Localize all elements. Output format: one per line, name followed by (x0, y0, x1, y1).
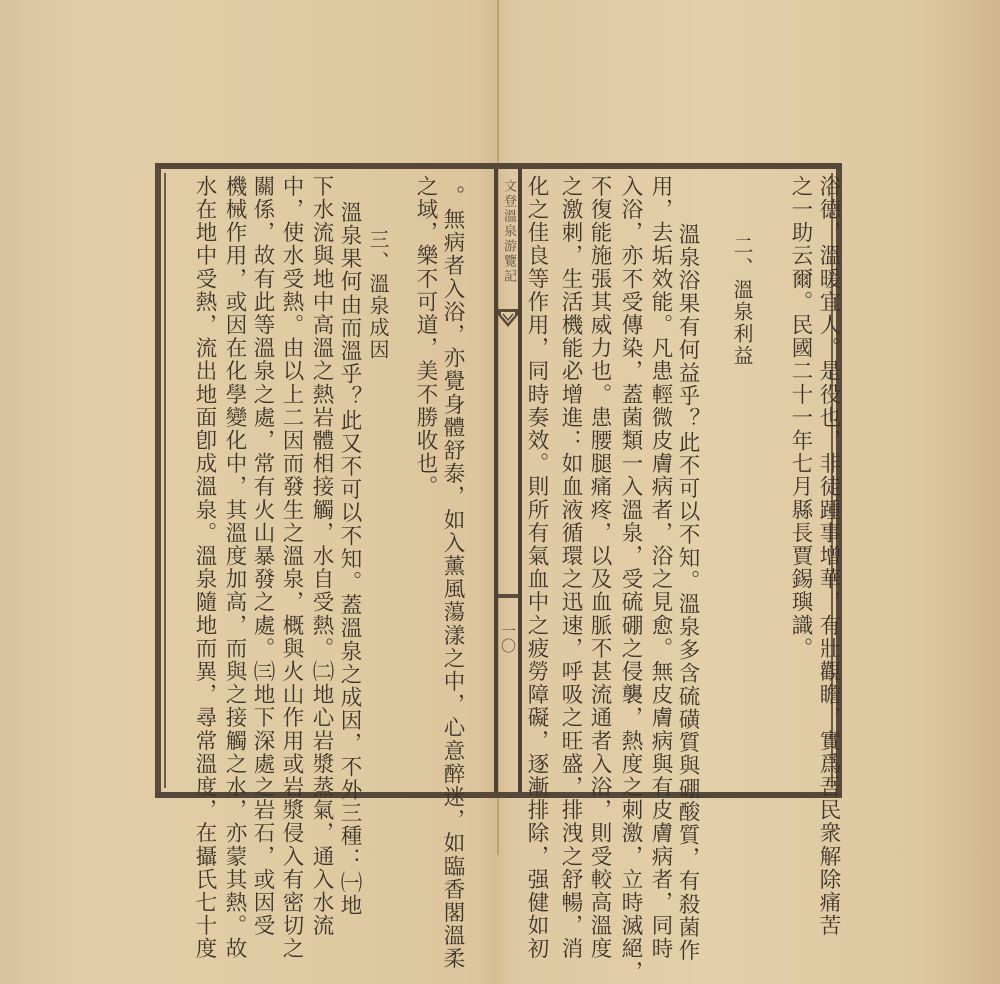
text-column: 入浴，亦不受傳染，蓋菌類一入溫泉，受硫硼之侵襲，熱度之刺激，立時滅絕， (618, 175, 643, 984)
text-column: 關係，故有此等溫泉之處，常有火山暴發之處。㈢地下深處之岩石，或因受 (250, 175, 275, 938)
section-heading: 二、溫泉利益 (730, 235, 754, 367)
text-column: 之一助云爾。民國二十一年七月縣長賈錫璵識。 (788, 175, 813, 661)
text-column: 之激刺，生活機能必增進：如血液循環之迅速，呼吸之旺盛，排洩之舒暢，消 (558, 175, 583, 961)
frame-inner-line-left (164, 173, 166, 788)
frame-border-top (155, 163, 842, 169)
running-title: 文登溫泉游覽記 (501, 179, 516, 284)
text-column: 水在地中受熱，流出地面卽成溫泉。溫泉隨地而異，尋常溫度，在攝氏七十度 (192, 175, 217, 961)
frame-border-left (155, 169, 161, 792)
gutter-line-right (518, 169, 522, 792)
text-column: 下水流與地中高溫之熱岩體相接觸，水自受熱。㈡地心岩漿蒸氣，通入水流 (309, 175, 334, 938)
page-number: 一〇 (499, 623, 517, 653)
text-column: 溫泉浴果有何益乎？此不可以不知。溫泉多含硫磺質與硼酸質，有殺菌作 (675, 223, 700, 963)
text-column: 化之佳良等作用，同時奏效。則所有氣血中之疲勞障礙，逐漸排除，强健如初 (524, 175, 549, 961)
text-column: 機械作用，或因在化學變化中，其溫度加高，而與之接觸之水，亦蒙其熱。故 (222, 175, 247, 961)
gutter-bar (498, 594, 518, 598)
page-frame (155, 163, 842, 984)
text-column: 不復能施張其威力也。患腰腿痛疼，以及血脈不甚流通者入浴，則受較高溫度 (587, 175, 612, 961)
text-column: 溫泉果何由而溫乎？此又不可以不知。蓋溫泉之成因，不外三種：㈠地 (337, 201, 362, 918)
section-heading: 三、溫泉成因 (366, 229, 390, 361)
text-column: 。無病者入浴，亦覺身體舒泰，如入薰風蕩漾之中，心意醉迷，如臨香閣溫柔 (440, 185, 465, 971)
text-column: 之域，樂不可道，美不勝收也。 (413, 175, 438, 499)
text-column: 中，使水受熱。由以上二因而發生之溫泉，概與火山作用或岩漿侵入有密切之 (279, 175, 304, 961)
text-column: 浴德，溫暖宜人。是役也，非徒踵事增華，有壯觀瞻，實爲吾民衆解除痛苦 (816, 175, 841, 938)
fishtail-mark-icon (498, 309, 518, 329)
text-column: 用，去垢效能。凡患輕微皮膚病者，浴之見愈。無皮膚病與有皮膚病者，同時 (648, 175, 673, 961)
